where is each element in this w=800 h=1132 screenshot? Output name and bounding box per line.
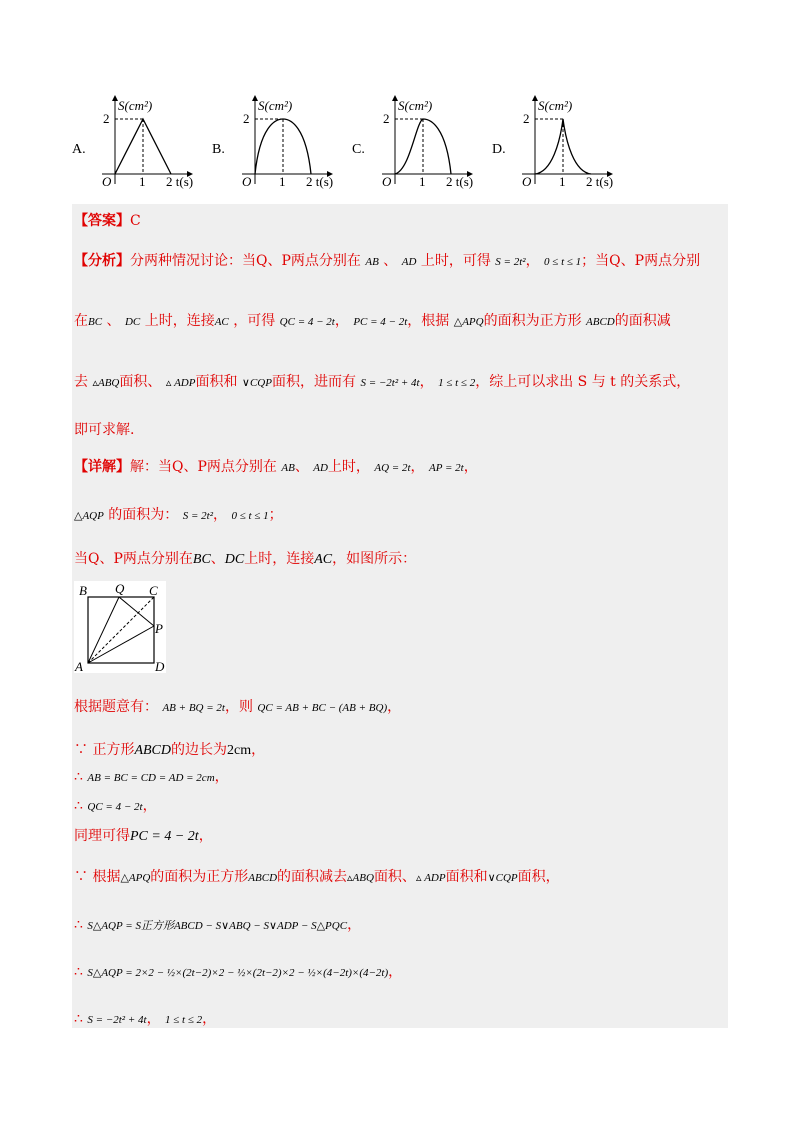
svg-text:2 t(s): 2 t(s) bbox=[446, 174, 474, 189]
svg-text:O: O bbox=[102, 174, 112, 189]
option-letter: A. bbox=[72, 142, 86, 157]
detail-line-4 bbox=[74, 697, 401, 718]
text: 即可求解. bbox=[74, 422, 135, 438]
math: AB + BQ = 2t bbox=[162, 702, 225, 714]
option-graph bbox=[510, 92, 615, 192]
math: ▵ABQ bbox=[347, 872, 374, 884]
text: 面积和 bbox=[195, 374, 238, 390]
option-letter: C. bbox=[352, 142, 365, 157]
detail-line-9 bbox=[74, 867, 560, 888]
text: 的面积减去 bbox=[277, 869, 348, 885]
math: DC bbox=[224, 552, 245, 567]
math: AC bbox=[214, 316, 229, 328]
text: ，如图所示： bbox=[332, 551, 417, 567]
math: S = 2t² bbox=[495, 256, 526, 268]
svg-text:1: 1 bbox=[279, 174, 286, 189]
math: S = 2t² bbox=[182, 510, 214, 522]
detail-line-7 bbox=[74, 796, 157, 817]
detail-line-10 bbox=[74, 915, 361, 936]
math: PC = 4 − 2t bbox=[130, 829, 199, 844]
text: ，可得 bbox=[233, 313, 276, 329]
svg-text:2: 2 bbox=[383, 111, 390, 126]
text: ， bbox=[214, 769, 229, 785]
text: ；当Q、P两点分别 bbox=[581, 253, 701, 269]
math: 2cm bbox=[227, 743, 252, 758]
math: QC = 4 − 2t bbox=[87, 801, 143, 813]
text: ， bbox=[419, 374, 434, 390]
text: ∴ bbox=[74, 964, 83, 980]
math: S = −2t² + 4t bbox=[360, 377, 420, 389]
square-figure bbox=[74, 581, 166, 673]
text: ， bbox=[142, 798, 157, 814]
text: ， bbox=[388, 964, 403, 980]
math: AP = 2t bbox=[429, 462, 464, 474]
math: S△AQP = S正方形ABCD − S∨ABQ − S∨ADP − S△PQC bbox=[87, 920, 348, 932]
text: 去 bbox=[74, 374, 88, 390]
text: 面积， bbox=[517, 869, 560, 885]
svg-text:S(cm²): S(cm²) bbox=[398, 98, 433, 113]
detail-line-12 bbox=[74, 1009, 216, 1030]
text: ， bbox=[347, 917, 362, 933]
option-graph bbox=[90, 92, 195, 192]
text: ， bbox=[387, 699, 402, 715]
svg-text:1: 1 bbox=[419, 174, 426, 189]
text: 、 bbox=[106, 313, 121, 329]
text: 在 bbox=[74, 313, 88, 329]
text: 、 bbox=[383, 253, 398, 269]
math: AB = BC = CD = AD = 2cm bbox=[87, 772, 215, 784]
text: ∴ bbox=[74, 769, 83, 785]
svg-text:O: O bbox=[382, 174, 392, 189]
math: AD bbox=[401, 256, 417, 268]
analysis-label: 【分析】 bbox=[74, 253, 130, 269]
math: 0 ≤ t ≤ 1 bbox=[231, 510, 269, 522]
math: PC = 4 − 2t bbox=[353, 316, 408, 328]
math: 1 ≤ t ≤ 2 bbox=[165, 1014, 203, 1026]
text: 的面积为正方形 bbox=[150, 869, 249, 885]
text: ， bbox=[334, 313, 349, 329]
math: ▵ ADP bbox=[415, 872, 446, 884]
vertex-a: A bbox=[75, 659, 83, 673]
answer-line bbox=[74, 211, 141, 231]
vertex-d: D bbox=[155, 659, 165, 673]
analysis-line-3 bbox=[74, 372, 690, 393]
text: 面积、 bbox=[373, 869, 416, 885]
text: 根据题意有： bbox=[74, 699, 158, 715]
text: ，根据 bbox=[407, 313, 450, 329]
math: ∨CQP bbox=[241, 377, 272, 389]
text: 面积，进而有 bbox=[271, 374, 356, 390]
text: 、 bbox=[294, 459, 309, 475]
svg-text:S(cm²): S(cm²) bbox=[258, 98, 293, 113]
svg-text:2: 2 bbox=[523, 111, 530, 126]
point-q: Q bbox=[115, 581, 125, 596]
math: AC bbox=[314, 552, 333, 567]
text: 、 bbox=[210, 551, 225, 567]
option-graph bbox=[230, 92, 335, 192]
text: ， bbox=[463, 459, 478, 475]
svg-text:1: 1 bbox=[139, 174, 146, 189]
math: △APQ bbox=[453, 316, 484, 328]
answer-options bbox=[72, 92, 672, 192]
math: ABCD bbox=[586, 316, 615, 328]
option-letter: B. bbox=[212, 142, 225, 157]
svg-text:O: O bbox=[242, 174, 252, 189]
vertex-b: B bbox=[79, 583, 87, 598]
analysis-line-2 bbox=[74, 311, 671, 332]
text: ，综上可以求出 S 与 t 的关系式， bbox=[475, 374, 691, 390]
math: BC bbox=[192, 552, 211, 567]
math: 1 ≤ t ≤ 2 bbox=[438, 377, 476, 389]
answer-value: C bbox=[130, 213, 141, 229]
detail-line-1 bbox=[74, 457, 478, 478]
text: 的面积为： bbox=[108, 507, 179, 523]
text: ， bbox=[146, 1011, 161, 1027]
analysis-line-1 bbox=[74, 251, 700, 272]
math: BC bbox=[88, 316, 103, 328]
svg-text:2: 2 bbox=[103, 111, 110, 126]
math: AB bbox=[281, 462, 295, 474]
text: ， bbox=[202, 1011, 217, 1027]
text: ∴ bbox=[74, 798, 83, 814]
math: AB bbox=[365, 256, 379, 268]
svg-text:S(cm²): S(cm²) bbox=[538, 98, 573, 113]
math: ABCD bbox=[248, 872, 278, 884]
option-a[interactable] bbox=[72, 92, 212, 192]
text: ∵ 正方形 bbox=[74, 742, 135, 758]
svg-text:2: 2 bbox=[243, 111, 250, 126]
math: QC = AB + BC − (AB + BQ) bbox=[257, 702, 388, 714]
detail-line-2 bbox=[74, 505, 283, 526]
detail-label: 【详解】 bbox=[74, 459, 130, 475]
answer-label: 【答案】 bbox=[74, 213, 130, 229]
text: ， bbox=[410, 459, 425, 475]
detail-line-3 bbox=[74, 549, 416, 570]
text: 分两种情况讨论：当Q、P两点分别在 bbox=[130, 253, 361, 269]
text: ∴ bbox=[74, 917, 83, 933]
math: ∨CQP bbox=[487, 872, 518, 884]
text: ∵ 根据 bbox=[74, 869, 121, 885]
vertex-c: C bbox=[149, 583, 158, 598]
text: 面积、 bbox=[119, 374, 162, 390]
text: ∴ bbox=[74, 1011, 83, 1027]
text: 的面积减 bbox=[614, 313, 671, 329]
math: AD bbox=[313, 462, 328, 474]
svg-text:2 t(s): 2 t(s) bbox=[166, 174, 194, 189]
text: ，则 bbox=[224, 699, 253, 715]
option-d[interactable] bbox=[492, 92, 632, 192]
math: 0 ≤ t ≤ 1 bbox=[544, 256, 582, 268]
text: ， bbox=[198, 828, 213, 844]
text: 的面积为正方形 bbox=[483, 313, 582, 329]
math: QC = 4 − 2t bbox=[279, 316, 335, 328]
option-b[interactable] bbox=[212, 92, 352, 192]
math: △AQP bbox=[74, 510, 104, 522]
point-p: P bbox=[155, 621, 163, 636]
math: △APQ bbox=[120, 872, 151, 884]
svg-text:2 t(s): 2 t(s) bbox=[586, 174, 614, 189]
math: S = −2t² + 4t bbox=[87, 1014, 147, 1026]
option-graph bbox=[370, 92, 475, 192]
text: 上时， bbox=[327, 459, 370, 475]
svg-text:1: 1 bbox=[559, 174, 566, 189]
option-c[interactable] bbox=[352, 92, 492, 192]
math: DC bbox=[124, 316, 141, 328]
math: S△AQP = 2×2 − ½×(2t−2)×2 − ½×(2t−2)×2 − ½×(4−2t)×(4−2t) bbox=[87, 967, 389, 979]
text: ， bbox=[213, 507, 228, 523]
text: ， bbox=[251, 742, 266, 758]
text: 的边长为 bbox=[171, 742, 228, 758]
y-axis-label: S(cm²) bbox=[118, 98, 153, 113]
text: ， bbox=[525, 253, 540, 269]
text: 当Q、P两点分别在 bbox=[74, 551, 193, 567]
math: ABCD bbox=[134, 743, 172, 758]
text: 上时，连接 bbox=[144, 313, 215, 329]
detail-line-6 bbox=[74, 767, 229, 788]
detail-line-5 bbox=[74, 740, 265, 761]
detail-line-8 bbox=[74, 826, 213, 847]
text: ； bbox=[268, 507, 283, 523]
text: 面积和 bbox=[445, 869, 488, 885]
math: ▵ABQ bbox=[92, 377, 120, 389]
text: 解：当Q、P两点分别在 bbox=[130, 459, 277, 475]
text: 上时，连接 bbox=[244, 551, 315, 567]
analysis-line-4 bbox=[74, 420, 134, 440]
option-letter: D. bbox=[492, 142, 506, 157]
text: 上时，可得 bbox=[420, 253, 491, 269]
svg-text:O: O bbox=[522, 174, 532, 189]
detail-line-11 bbox=[74, 962, 402, 983]
math: ▵ ADP bbox=[165, 377, 196, 389]
math: AQ = 2t bbox=[374, 462, 411, 474]
square-diagram bbox=[74, 581, 166, 673]
svg-text:2 t(s): 2 t(s) bbox=[306, 174, 334, 189]
text: 同理可得 bbox=[74, 828, 130, 844]
